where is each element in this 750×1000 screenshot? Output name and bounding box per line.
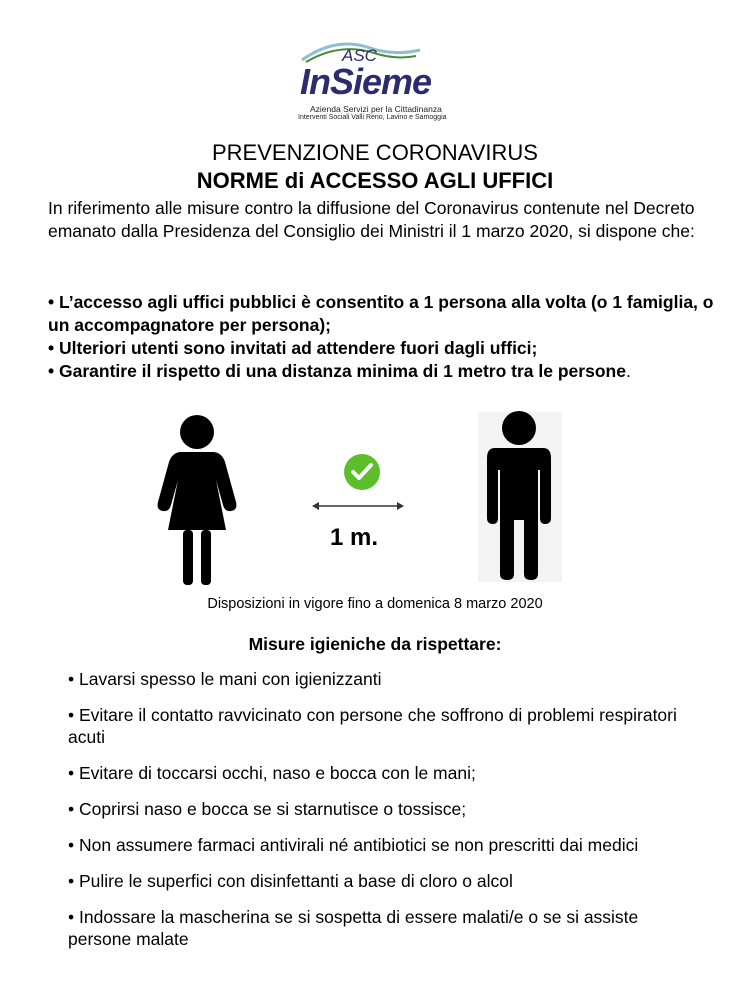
rule-text: • Garantire il rispetto di una distanza minima di 1 metro tra le persone — [48, 361, 626, 381]
list-item: • Evitare di toccarsi occhi, naso e bocca con le mani; — [68, 763, 476, 783]
list-item: • Coprirsi naso e bocca se si starnutisce o tossisce; — [68, 799, 467, 819]
rule-item: • Ulteriori utenti sono invitati ad attendere fuori dagli uffici; — [48, 338, 538, 358]
logo-subtitle-1: Azienda Servizi per la Cittadinanza — [310, 104, 442, 114]
woman-icon — [158, 415, 237, 585]
logo-brand: InSieme — [300, 61, 432, 102]
hygiene-title: Misure igieniche da rispettare: — [248, 634, 502, 654]
man-icon — [478, 411, 562, 582]
logo — [296, 38, 447, 128]
list-item: • Indossare la mascherina se si sospetta di essere malati/e o se si assiste persone malate — [68, 907, 639, 949]
hygiene-list — [68, 668, 688, 964]
logo-asc: ASC — [342, 46, 377, 65]
rule-item: • L’accesso agli uffici pubblici è consentito a 1 persona alla volta (o 1 famiglia, o un accompagnatore per persona); — [48, 292, 714, 335]
title-access-rules: NORME di ACCESSO AGLI UFFICI — [196, 168, 554, 193]
list-item: • Lavarsi spesso le mani con igienizzanti — [68, 669, 382, 689]
distance-label: 1 m. — [330, 524, 379, 551]
check-icon — [343, 453, 381, 491]
rule-period: . — [625, 361, 631, 381]
list-item: • Evitare il contatto ravvicinato con persone che soffrono di problemi respiratori acuti — [68, 705, 677, 747]
access-rules — [48, 291, 738, 383]
list-item: • Pulire le superfici con disinfettanti a base di cloro o alcol — [68, 871, 513, 891]
intro-paragraph: In riferimento alle misure contro la diffusione del Coronavirus contenute nel Decreto emanato dalla Presidenza del Consiglio dei Ministri il 1 marzo 2020, si dispone che: — [48, 198, 695, 241]
logo-subtitle-2: Interventi Sociali Valli Reno, Lavino e Samoggia — [298, 114, 447, 121]
distance-arrow-icon — [312, 499, 404, 513]
rule-item — [48, 360, 738, 383]
title-prevention: PREVENZIONE CORONAVIRUS — [212, 140, 538, 165]
list-item: • Non assumere farmaci antivirali né antibiotici se non prescritti dai medici — [68, 835, 639, 855]
validity-note: Disposizioni in vigore fino a domenica 8 marzo 2020 — [207, 596, 543, 612]
